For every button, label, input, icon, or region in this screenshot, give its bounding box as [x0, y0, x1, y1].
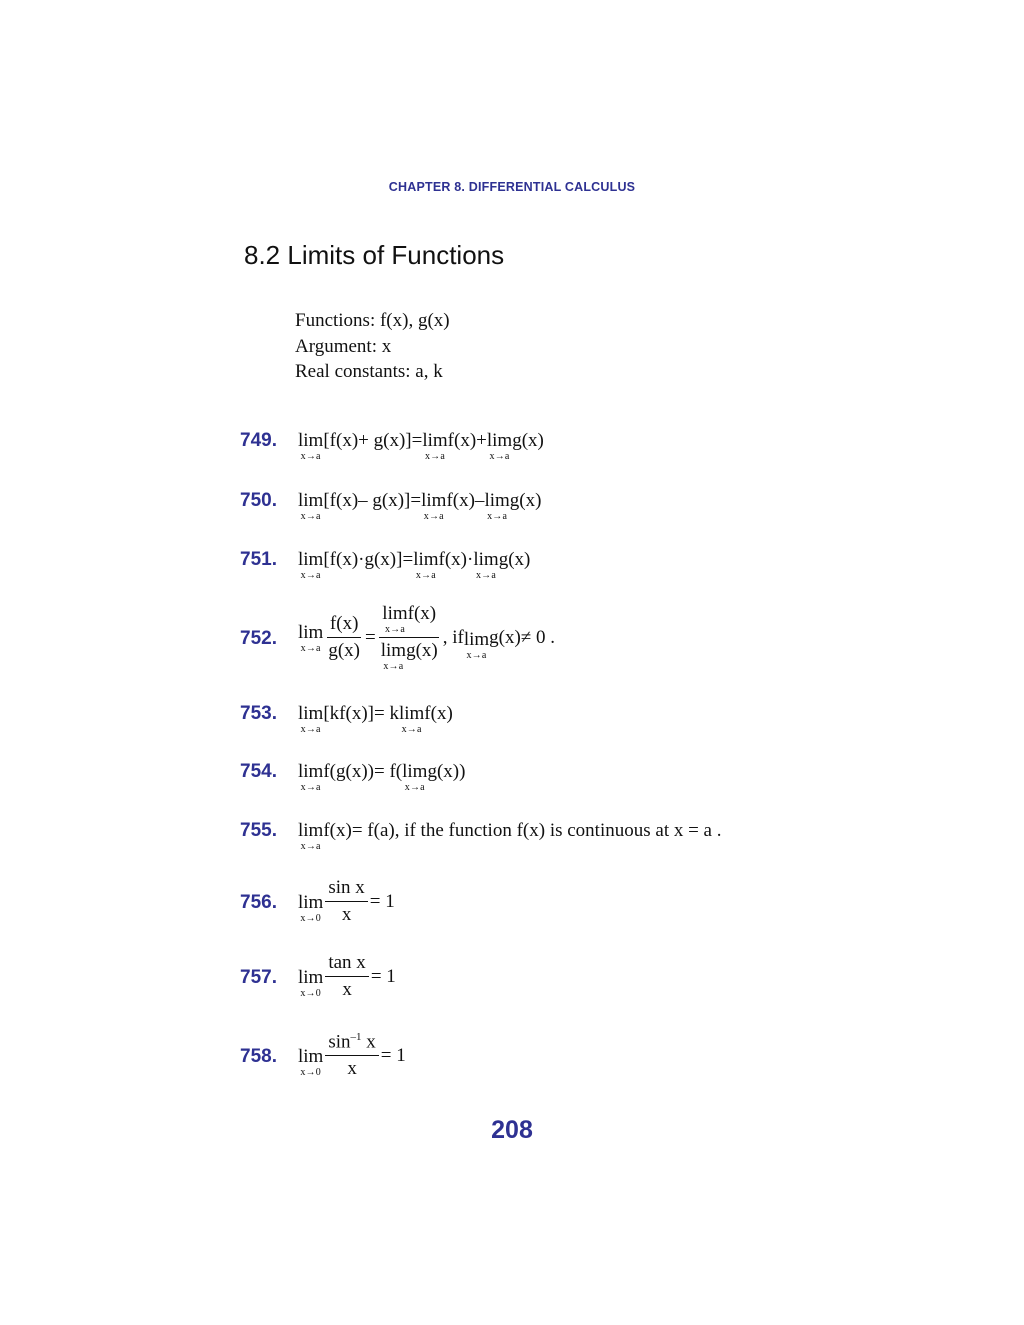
formula-part: f(x): [424, 703, 453, 724]
limit-operator: lim x→a: [298, 490, 324, 522]
limit-operator: lim x→a: [422, 430, 448, 462]
condition-prefix: , if: [442, 627, 464, 648]
formula-750: [298, 490, 541, 522]
limit-operator: lim x→a: [298, 761, 324, 793]
formula-rhs: = 1: [370, 965, 396, 987]
denominator: g(x): [328, 640, 360, 661]
formula-753: [298, 703, 453, 735]
equals-sign: =: [365, 627, 376, 648]
condition-suffix: g(x)≠ 0 .: [489, 627, 556, 648]
formula-number: 753.: [240, 703, 277, 724]
limit-operator: lim x→0: [298, 892, 324, 925]
formula-number: 750.: [240, 490, 277, 511]
definitions-block: [295, 308, 450, 385]
limit-operator: lim x→a: [463, 628, 490, 661]
chapter-header: CHAPTER 8. DIFFERENTIAL CALCULUS: [388, 180, 636, 194]
formula-number: 757.: [240, 967, 277, 988]
limit-operator: lim x→a: [421, 490, 447, 522]
fraction: [325, 614, 363, 662]
formula-752: [298, 604, 555, 672]
formula-number: 755.: [240, 820, 277, 841]
formula-part: f(g(x))= f(: [323, 761, 403, 782]
limit-operator: lim x→a: [413, 549, 439, 581]
formula-755: [298, 820, 722, 852]
formula-part: [kf(x)]= k: [323, 703, 399, 724]
formula-part: g(x): [509, 490, 542, 511]
limit-operator: lim x→a: [402, 761, 428, 793]
limit-operator: lim x→a: [298, 621, 324, 654]
formula-754: [298, 761, 465, 793]
formula-rhs: = 1: [380, 1044, 406, 1066]
formula-part: [f(x)·g(x)]=: [323, 549, 414, 570]
formula-number: 754.: [240, 761, 277, 782]
formula-758: [298, 1031, 406, 1080]
page-number: 208: [491, 1116, 533, 1144]
numerator: lim x→a f(x): [379, 604, 439, 638]
definition-functions: Functions: f(x), g(x): [295, 310, 450, 331]
formula-part: [f(x)+ g(x)]=: [323, 430, 423, 451]
limit-operator: lim x→a: [298, 430, 324, 462]
limit-operator: lim x→a: [486, 430, 513, 462]
denominator: x: [342, 978, 352, 1000]
limit-operator: lim x→0: [298, 967, 324, 1000]
formula-number: 756.: [240, 892, 277, 913]
numerator: f(x): [327, 614, 361, 638]
formula-part: g(x): [498, 549, 531, 570]
formula-751: [298, 549, 530, 581]
fraction: [378, 604, 441, 672]
limit-operator: lim x→a: [298, 703, 324, 735]
denominator: x: [347, 1058, 357, 1080]
formula-rhs: = 1: [369, 890, 395, 912]
limit-operator: lim x→a: [380, 640, 407, 672]
limit-operator: lim x→a: [298, 820, 324, 852]
definition-constants: Real constants: a, k: [295, 361, 443, 382]
section-title: 8.2 Limits of Functions: [244, 240, 505, 270]
formula-part: f(x)+: [447, 430, 487, 451]
formula-part: f(x)= f(a), if the function f(x) is continuous at x = a .: [323, 820, 722, 841]
limit-operator: lim x→a: [398, 703, 425, 735]
formula-757: [298, 953, 396, 1001]
formula-part: [f(x)– g(x)]=: [323, 490, 422, 511]
denominator: lim x→a g(x): [380, 640, 438, 672]
formula-749: [298, 430, 544, 462]
formula-number: 758.: [240, 1046, 277, 1067]
limit-operator: lim x→a: [484, 490, 510, 522]
formula-number: 751.: [240, 549, 277, 570]
formula-number: 752.: [240, 628, 277, 649]
formula-756: [298, 878, 395, 926]
limit-operator: lim x→a: [298, 549, 324, 581]
formula-number: 749.: [240, 430, 277, 451]
fraction: [325, 953, 368, 1001]
denominator: x: [341, 903, 352, 925]
formula-part: f(x)·: [438, 549, 474, 570]
definition-argument: Argument: x: [295, 335, 392, 357]
limit-operator: lim x→0: [298, 1046, 324, 1079]
numerator: tan x: [325, 953, 368, 977]
formula-part: f(x)–: [446, 490, 485, 511]
fraction: [325, 1031, 378, 1080]
limit-operator: lim x→a: [382, 603, 408, 635]
formula-part: g(x)): [427, 761, 466, 782]
numerator: sin x: [325, 878, 367, 902]
fraction: [325, 878, 367, 926]
limit-operator: lim x→a: [473, 549, 499, 581]
numerator: $\sin^{-1} x$: [325, 1031, 378, 1056]
formula-part: g(x): [512, 430, 544, 451]
